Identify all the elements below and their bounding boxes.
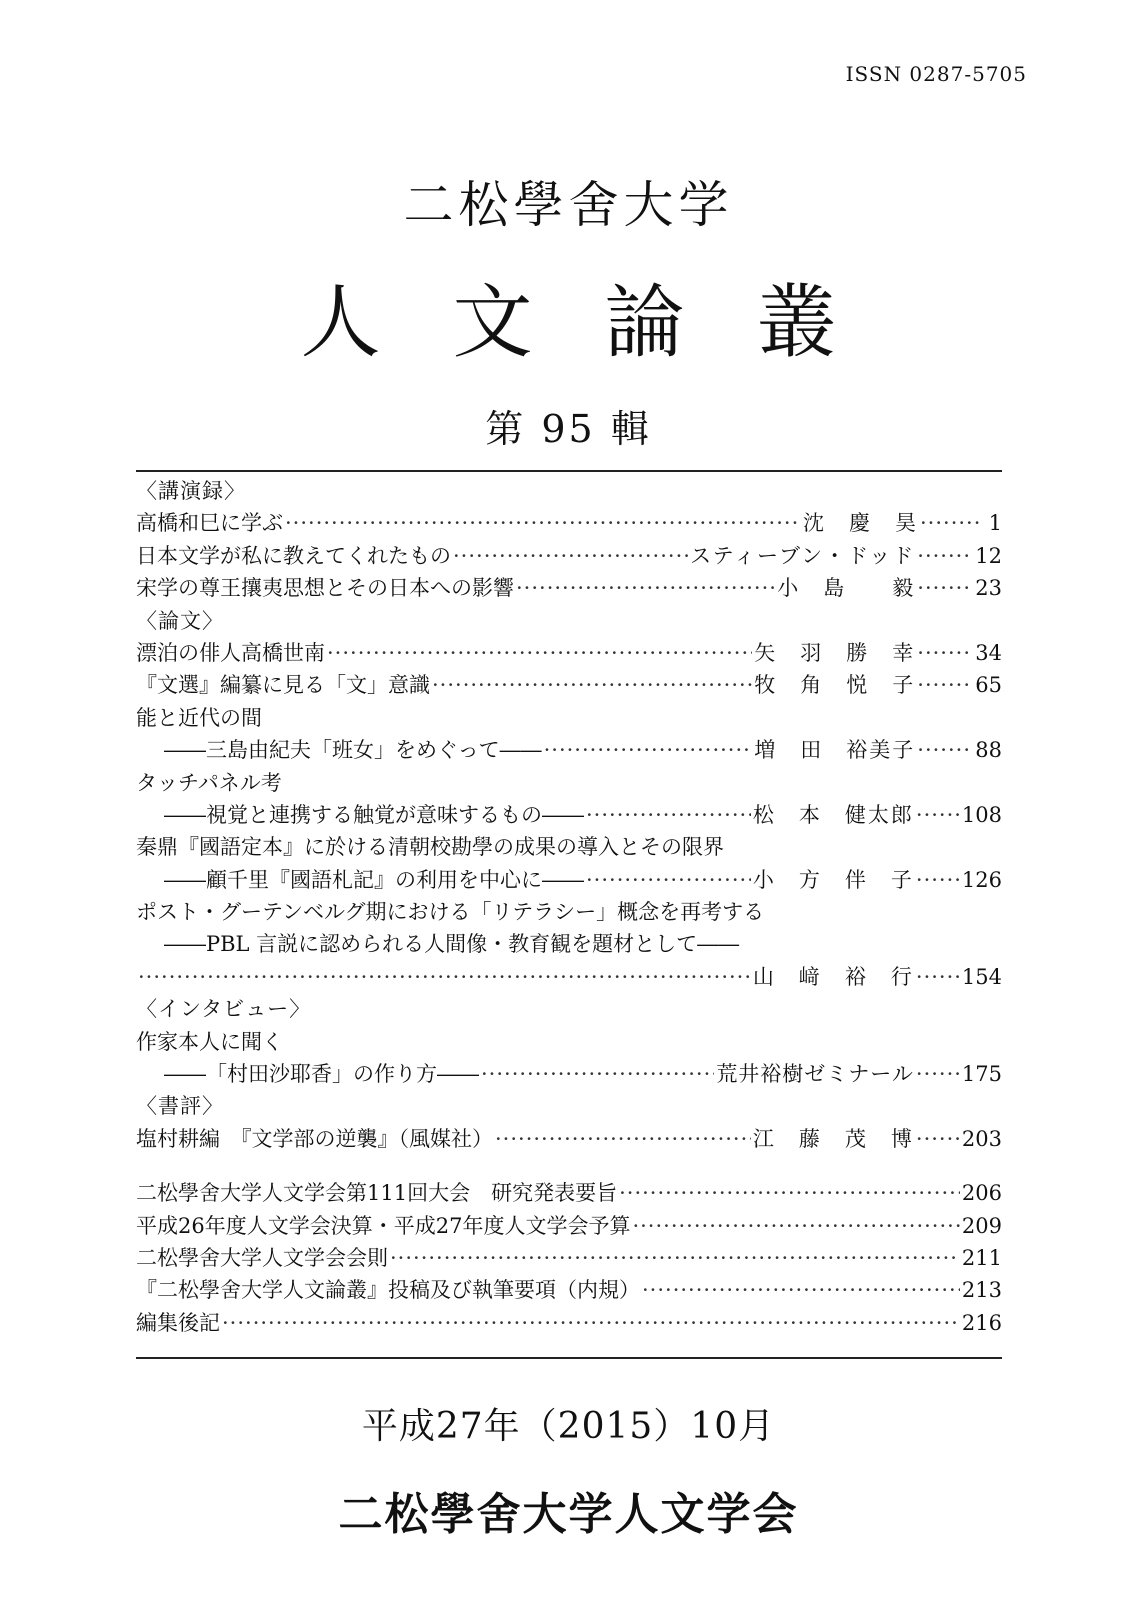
toc-entry[interactable] [136, 1307, 1002, 1339]
toc-gap [136, 1155, 1002, 1177]
toc-entry-title: 漂泊の俳人高橋世南 [136, 640, 325, 665]
toc-entry-page: 206 [961, 1181, 1002, 1206]
toc-entry-title: 高橋和巳に学ぶ [136, 511, 283, 536]
toc-entry[interactable] [136, 1123, 1002, 1155]
toc-leader-dots [916, 799, 960, 831]
toc-entry[interactable] [136, 1242, 1002, 1274]
toc-leader-dots [432, 669, 752, 701]
toc-entry[interactable] [136, 572, 1002, 604]
toc-entry[interactable] [136, 1177, 1002, 1209]
toc-leader-dots [916, 1058, 960, 1090]
toc-section-heading: 〈インタビュー〉 [136, 997, 312, 1022]
toc-entry-author: 山 﨑 裕 行 [752, 964, 914, 989]
toc-entry-title: 平成26年度人文学会決算・平成27年度人文学会予算 [136, 1213, 631, 1238]
journal-title: 人文論叢 [300, 276, 909, 369]
toc-section-heading: 〈論文〉 [136, 608, 224, 633]
toc-entry[interactable] [136, 928, 1002, 960]
toc-entry-author: 牧 角 悦 子 [754, 673, 916, 698]
toc-entry-subtitle: ――顧千里『國語札記』の利用を中心に―― [164, 867, 584, 892]
toc-leader-dots [917, 734, 973, 766]
university-name: 二松學舍大学 [403, 176, 734, 234]
toc-leader-dots [390, 1242, 960, 1274]
publication-date: 平成27年（2015）10月 [361, 1406, 776, 1447]
toc-leader-dots [481, 1058, 714, 1090]
toc-entry-title: 作家本人に聞く [136, 1029, 283, 1054]
toc-entry-page: 108 [961, 802, 1002, 827]
toc-leader-dots [327, 637, 752, 669]
toc-leader-dots [516, 572, 775, 604]
toc-entry-title: 能と近代の間 [136, 705, 262, 730]
toc-entry-page: 34 [975, 640, 1002, 665]
toc-entry[interactable] [136, 831, 1002, 863]
toc-leader-dots [917, 540, 973, 572]
toc-entry-title: 秦鼎『國語定本』に於ける清朝校勘學の成果の導入とその限界 [136, 835, 724, 860]
toc-entry-page: 12 [975, 543, 1002, 568]
toc-entry-subtitle: ――三島由紀夫「班女」をめぐって―― [164, 738, 542, 763]
toc-leader-dots [917, 637, 973, 669]
toc-leader-dots [916, 864, 960, 896]
toc-leader-dots [544, 734, 753, 766]
volume-number: 第 95 輯 [485, 407, 652, 451]
toc-leader-dots [917, 572, 973, 604]
toc-section-heading: 〈講演録〉 [136, 479, 246, 503]
toc-entry[interactable] [136, 734, 1002, 766]
toc-entry-page: 209 [961, 1213, 1002, 1238]
toc-entry[interactable] [136, 1026, 1002, 1058]
toc-entry[interactable] [136, 1058, 1002, 1090]
toc-entry[interactable] [136, 864, 1002, 896]
toc-entry-subtitle: ――視覚と連携する触覚が意味するもの―― [164, 802, 584, 827]
toc-leader-dots [222, 1307, 960, 1339]
toc-leader-dots [453, 540, 688, 572]
toc-entry-page: 216 [961, 1310, 1002, 1335]
toc-leader-dots [642, 1274, 960, 1306]
toc-entry-author: 小 方 伴 子 [752, 867, 914, 892]
toc-leader-dots [285, 507, 801, 539]
toc-entry-author: 矢 羽 勝 幸 [754, 640, 916, 665]
toc-entry-page: 175 [961, 1062, 1002, 1087]
toc-entry-page: 211 [961, 1245, 1002, 1270]
toc-entry-page: 23 [975, 576, 1002, 601]
toc-leader-dots [586, 864, 751, 896]
toc-entry[interactable] [136, 1210, 1002, 1242]
toc-leader-dots [495, 1123, 751, 1155]
toc-entry-author: スティーブン・ドッド [690, 543, 916, 568]
toc-entry-page: 1 [988, 511, 1002, 536]
toc-entry[interactable] [136, 1274, 1002, 1306]
toc-entry-title: タッチパネル考 [136, 770, 282, 795]
toc-entry-title: 二松學舍大学人文学会第111回大会 研究発表要旨 [136, 1181, 618, 1206]
toc-leader-dots [916, 961, 960, 993]
toc-leader-dots [920, 507, 980, 539]
toc-entry[interactable] [136, 507, 1002, 539]
top-divider [136, 470, 1002, 472]
table-of-contents [136, 475, 1002, 1339]
toc-entry[interactable] [136, 669, 1002, 701]
toc-entry-page: 88 [975, 738, 1002, 763]
toc-leader-dots [632, 1210, 959, 1242]
toc-entry-title: 宋学の尊王攘夷思想とその日本への影響 [136, 576, 514, 601]
toc-entry-title: ポスト・グーテンベルグ期における「リテラシー」概念を再考する [136, 900, 765, 925]
bottom-divider [136, 1357, 1002, 1359]
toc-entry-title: 日本文学が私に教えてくれたもの [136, 543, 451, 568]
toc-entry[interactable] [136, 540, 1002, 572]
toc-leader-dots [586, 799, 751, 831]
toc-entry-author: 増 田 裕美子 [754, 738, 916, 763]
toc-leader-dots [138, 961, 751, 993]
toc-entry-author: 小 島 毅 [777, 576, 916, 601]
toc-entry-author: 江 藤 茂 博 [752, 1126, 914, 1151]
toc-entry-page: 213 [961, 1278, 1002, 1303]
toc-entry-page: 126 [961, 867, 1002, 892]
toc-entry[interactable] [136, 961, 1002, 993]
toc-entry-title: 『二松學舍大学人文論叢』投稿及び執筆要項（内規） [136, 1278, 640, 1303]
toc-entry[interactable] [136, 896, 1002, 928]
toc-leader-dots [917, 669, 973, 701]
toc-entry-author: 松 本 健太郎 [752, 802, 914, 827]
toc-entry[interactable] [136, 767, 1002, 799]
toc-entry[interactable] [136, 799, 1002, 831]
toc-entry[interactable] [136, 702, 1002, 734]
toc-entry-title: 編集後記 [136, 1310, 220, 1335]
toc-entry-page: 65 [975, 673, 1002, 698]
toc-entry[interactable] [136, 637, 1002, 669]
toc-entry-title: 塩村耕編 『文学部の逆襲』（風媒社） [136, 1126, 493, 1151]
toc-entry-subtitle: ――PBL 言説に認められる人間像・教育観を題材として―― [164, 932, 740, 957]
toc-entry-title: 『文選』編纂に見る「文」意識 [136, 673, 430, 698]
toc-entry-author: 荒井裕樹ゼミナール [716, 1062, 914, 1087]
toc-leader-dots [916, 1123, 960, 1155]
toc-entry-author: 沈 慶 昊 [803, 511, 918, 536]
toc-leader-dots [619, 1177, 960, 1209]
toc-section-heading: 〈書評〉 [136, 1094, 224, 1119]
toc-entry-subtitle: ――「村田沙耶香」の作り方―― [164, 1062, 479, 1087]
toc-entry-title: 二松學舍大学人文学会会則 [136, 1245, 388, 1270]
issn-number: ISSN 0287-5705 [845, 62, 1027, 86]
toc-entry-page: 154 [961, 964, 1002, 989]
toc-entry-page: 203 [961, 1126, 1002, 1151]
publisher-name: 二松學舍大学人文学会 [338, 1489, 799, 1540]
